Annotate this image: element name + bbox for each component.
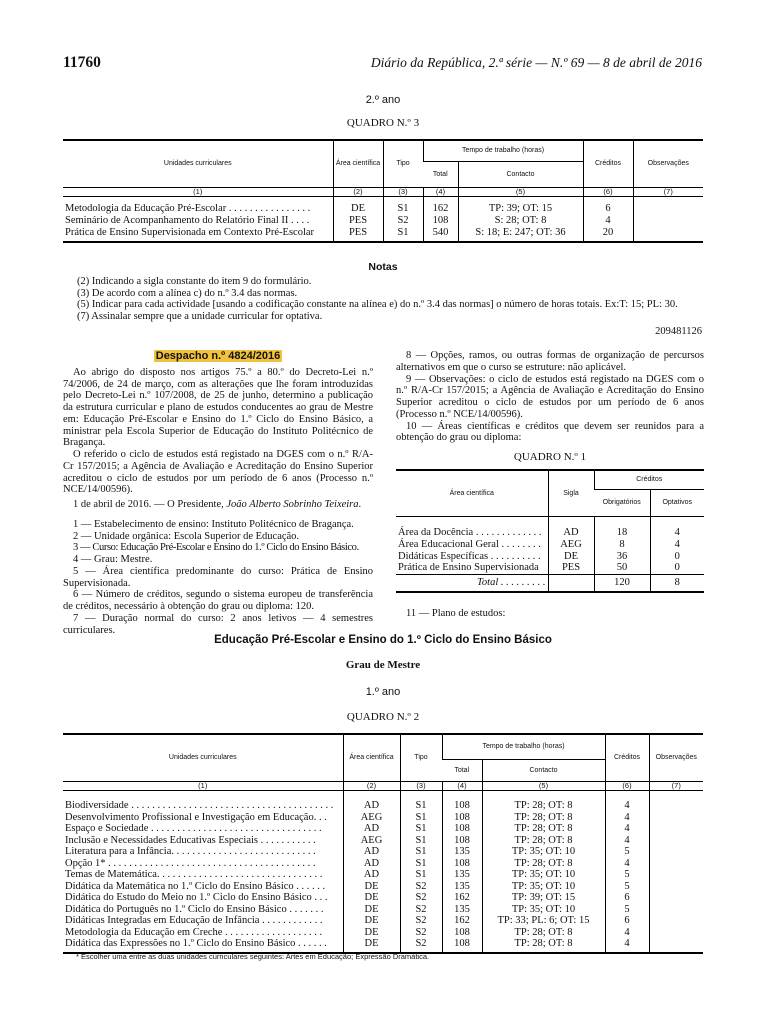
col-creditos: Créditos [594, 470, 704, 490]
table-row [63, 869, 703, 881]
cell-observacoes [649, 904, 703, 916]
col-observacoes: Observações [633, 140, 703, 188]
cell-name: Didática das Expressões no 1.º Ciclo do Ensino Básico . . . . . . [63, 938, 343, 953]
cell-total: 135 [442, 846, 482, 858]
cell-contacto: TP: 28; OT: 8 [482, 858, 605, 870]
despacho-item: 6 — Número de créditos, segundo o sistema europeu de transferência de créditos, necessário à obtenção do grau ou diploma: 120. [63, 589, 373, 612]
cell-area: AD [343, 800, 400, 812]
cell-total: 108 [442, 812, 482, 824]
cell-tipo: S1 [400, 812, 442, 824]
grau-title: Grau de Mestre [345, 659, 421, 671]
signer-name: João Alberto Sobrinho Teixeira [226, 499, 359, 510]
despacho-item: 1 — Estabelecimento de ensino: Instituto Politécnico de Bragança. [73, 518, 354, 530]
cell-tipo: S1 [400, 800, 442, 812]
quadro2-body [63, 800, 703, 953]
cell-contacto: TP: 35; OT: 10 [482, 881, 605, 893]
cell-creditos: 6 [605, 915, 649, 927]
col-creditos: Créditos [583, 140, 633, 188]
cell-name: Didática do Estudo do Meio no 1.º Ciclo do Ensino Básico . . . [65, 892, 328, 904]
cell-observacoes [649, 915, 703, 927]
cell-tipo: S1 [400, 869, 442, 881]
cell-contacto: TP: 35; OT: 10 [482, 904, 605, 916]
col-observacoes: Observações [649, 734, 703, 782]
cell-creditos: 4 [605, 938, 649, 953]
num-cell: (4) [423, 188, 458, 197]
col-tempo: Tempo de trabalho (horas) [423, 140, 583, 162]
col-sigla: Sigla [548, 470, 594, 517]
cell-creditos: 6 [605, 892, 649, 904]
num-cell: (3) [383, 188, 423, 197]
cell-area: DE [343, 892, 400, 904]
col-contacto: Contacto [458, 162, 583, 188]
cell-contacto: TP: 39; OT: 15 [482, 892, 605, 904]
cell-contacto: TP: 35; OT: 10 [482, 869, 605, 881]
num-cell: (4) [442, 782, 482, 791]
cell-name: Didática da Matemática no 1.º Ciclo do Ensino Básico . . . . . . [65, 880, 326, 892]
cell-name: Temas de Matemática. . . . . . . . . . . . . . . . . . . . . . . . . . . . . . . . [65, 869, 323, 881]
despacho-item: 2 — Unidade orgânica: Escola Superior de Educação. [73, 530, 300, 542]
cell-total: 162 [442, 915, 482, 927]
cell-name: Didáticas Integradas em Educação de Infância . . . . . . . . . . . . [65, 915, 323, 927]
table-row [63, 904, 703, 916]
col-obrigatorios: Obrigatórios [594, 490, 650, 517]
cell-creditos: 4 [605, 823, 649, 835]
cell-contacto: TP: 28; OT: 8 [482, 812, 605, 824]
despacho-item: 4 — Grau: Mestre. [73, 554, 153, 565]
reference-number: 209481126 [655, 326, 702, 337]
cell-area: AEG [343, 812, 400, 824]
notas-title: Notas [368, 261, 398, 273]
cell-creditos: 4 [605, 858, 649, 870]
cell-observacoes [649, 800, 703, 812]
total-row: Total . . . . . . . . . 120 8 [396, 575, 704, 592]
cell-area: AD [343, 823, 400, 835]
table-row [63, 938, 703, 953]
cell-creditos: 5 [605, 869, 649, 881]
col-tipo: Tipo [383, 140, 423, 188]
table-row: Prática de Ensino Supervisionada PES 50 0 [396, 562, 704, 574]
despacho-item-11-wrap [396, 608, 704, 620]
despacho-item-8: 8 — Opções, ramos, ou outras formas de organização de percursos alternativos em que o curso se estruture: não aplicável. [396, 350, 704, 373]
table-row [63, 892, 703, 904]
cell-observacoes [649, 892, 703, 904]
num-cell: (2) [333, 188, 383, 197]
cell-name: Opção 1* . . . . . . . . . . . . . . . . . . . . . . . . . . . . . . . . . . . . . . . . [65, 857, 316, 869]
despacho-item-10: 10 — Áreas científicas e créditos que devem ser reunidos para a obtenção do grau ou diploma: [396, 420, 704, 444]
cell-tipo: S1 [400, 858, 442, 870]
cell-area: AD [343, 869, 400, 881]
cell-area: AEG [343, 835, 400, 847]
num-cell: (3) [400, 782, 442, 791]
cell-total: 135 [442, 869, 482, 881]
cell-contacto: TP: 33; PL: 6; OT: 15 [482, 915, 605, 927]
despacho-signature: 1 de abril de 2016. — O Presidente, João Alberto Sobrinho Teixeira. [73, 499, 362, 510]
cell-name: Metodologia da Educação em Creche . . . . . . . . . . . . . . . . . . . [65, 926, 323, 938]
table-row: Didáticas Específicas . . . . . . . . . . DE 36 0 [396, 551, 704, 563]
despacho-left-column [63, 350, 373, 636]
nota-item: (3) De acordo com a alínea c) do n.º 3.4 das normas. [77, 287, 298, 299]
cell-tipo: S2 [400, 892, 442, 904]
journal-title: Diário da República, 2.ª série — N.º 69 — 8 de abril de 2016 [370, 55, 702, 70]
num-cell: (7) [649, 782, 703, 791]
table-row [63, 800, 703, 812]
num-cell: (5) [458, 188, 583, 197]
table-row: Metodologia da Educação Pré-Escolar . . . . . . . . . . . . . . . . DE S1 162 TP: 39; OT: 15 6 [63, 203, 703, 215]
col-unidades: Unidades curriculares [63, 140, 333, 188]
despacho-item: 7 — Duração normal do curso: 2 anos letivos — 4 semestres curriculares. [63, 612, 373, 636]
quadro2-title: QUADRO N.º 2 [346, 711, 420, 723]
cell-total: 108 [442, 835, 482, 847]
quadro3-title: QUADRO N.º 3 [346, 117, 420, 129]
quadro2-table [63, 733, 703, 954]
year-label: 1.º ano [365, 686, 401, 698]
cell-tipo: S2 [400, 927, 442, 939]
nota-item: (2) Indicando a sigla constante do item 9 do formulário. [77, 276, 312, 287]
cell-creditos: 4 [605, 800, 649, 812]
table-row [63, 927, 703, 939]
despacho-item: 5 — Área científica predominante do curso: Prática de Ensino Supervisionada. [63, 565, 373, 589]
num-cell: (2) [343, 782, 400, 791]
cell-contacto: TP: 28; OT: 8 [482, 835, 605, 847]
year-label-top: 2.º ano [365, 94, 401, 106]
cell-creditos: 4 [605, 812, 649, 824]
quadro1-title: QUADRO N.º 1 [513, 451, 587, 463]
cell-contacto: TP: 28; OT: 8 [482, 800, 605, 812]
cell-tipo: S2 [400, 938, 442, 953]
cell-name: Biodiversidade . . . . . . . . . . . . . . . . . . . . . . . . . . . . . . . . . . . . . . . [65, 800, 334, 812]
cell-observacoes [649, 823, 703, 835]
table-row [63, 915, 703, 927]
cell-name: Literatura para a Infância. . . . . . . . . . . . . . . . . . . . . . . . . . . . [65, 846, 316, 858]
col-unidades: Unidades curriculares [63, 734, 343, 782]
table-row [63, 835, 703, 847]
cell-total: 108 [442, 800, 482, 812]
despacho-paragraph-2: O referido o ciclo de estudos está registado na DGES com o n.º R/A-Cr 157/2015; a Agência de Avaliação e Acreditação do Ensino Superior acreditou o ciclo de estudos por um período de 6 anos (Processo n.º NCE/14/00596). [63, 449, 373, 496]
nota-item: (7) Assinalar sempre que a unidade curricular for optativa. [77, 310, 323, 322]
num-cell: (5) [482, 782, 605, 791]
col-area: Área científica [333, 140, 383, 188]
num-cell: (6) [583, 188, 633, 197]
despacho-item-9: 9 — Observações: o ciclo de estudos está registado na DGES com o n.º R/A-Cr 157/2015; a Agência de Avaliação e Acreditação do Ensino Superior acreditou o ciclo de estudos por um período de 6 anos (Processo n.º NCE/14/00596). [396, 373, 704, 420]
cell-area: DE [343, 881, 400, 893]
cell-area: AD [343, 846, 400, 858]
cell-contacto: TP: 28; OT: 8 [482, 938, 605, 953]
cell-area: DE [343, 915, 400, 927]
col-area: Área científica [396, 470, 548, 517]
cell-tipo: S2 [400, 881, 442, 893]
notas-list [77, 276, 678, 322]
col-optativos: Optativos [650, 490, 704, 517]
col-tempo: Tempo de trabalho (horas) [442, 734, 605, 760]
page-number: 11760 [63, 54, 101, 71]
cell-total: 108 [442, 823, 482, 835]
table-row: Seminário de Acompanhamento do Relatório Final II . . . . PES S2 108 S: 28; OT: 8 4 [63, 215, 703, 227]
col-total: Total [442, 760, 482, 782]
cell-area: DE [343, 927, 400, 939]
table-row: Área Educacional Geral . . . . . . . . AEG 8 4 [396, 539, 704, 551]
table-row [63, 881, 703, 893]
num-cell: (1) [63, 188, 333, 197]
num-cell: (7) [633, 188, 703, 197]
cell-area: DE [343, 904, 400, 916]
quadro1-table [396, 469, 704, 593]
cell-observacoes [649, 938, 703, 953]
table-row: Área da Docência . . . . . . . . . . . . . AD 18 4 [396, 527, 704, 539]
cell-total: 108 [442, 858, 482, 870]
cell-total: 162 [442, 892, 482, 904]
cell-name: Didática do Português no 1.º Ciclo do Ensino Básico . . . . . . . [65, 903, 324, 915]
cell-observacoes [649, 858, 703, 870]
cell-total: 135 [442, 904, 482, 916]
cell-creditos: 4 [605, 835, 649, 847]
despacho-item-11: 11 — Plano de estudos: [406, 608, 506, 619]
col-contacto: Contacto [482, 760, 605, 782]
table-row [63, 812, 703, 824]
quadro3-table [63, 139, 703, 243]
cell-total: 108 [442, 938, 482, 953]
cell-contacto: TP: 28; OT: 8 [482, 823, 605, 835]
cell-name: Espaço e Sociedade . . . . . . . . . . . . . . . . . . . . . . . . . . . . . . . . . [65, 823, 322, 835]
cell-tipo: S1 [400, 835, 442, 847]
cell-observacoes [649, 812, 703, 824]
footnote: * Escolher uma entre as duas unidades curriculares seguintes: Artes em Educação; Expressão Dramática. [76, 952, 430, 961]
cell-tipo: S2 [400, 904, 442, 916]
despacho-title: Despacho n.º 4824/2016 [155, 350, 281, 362]
despacho-paragraph-1: Ao abrigo do disposto nos artigos 75.º a 80.º do Decreto-Lei n.º 74/2006, de 24 de março, com as alterações que lhe foram introduzidas pelo Decreto-Lei n.º 107/2008, de 25 de junho, determino a publicação da estrutura curricular e plano de estudos conducentes ao grau de Mestre em: Educação Pré-Escolar e Ensino do 1.º Ciclo do Ensino Básico, a ministrar pela Escola Superior de Educação do Instituto Politécnico de Bragança. [63, 366, 373, 449]
cell-creditos: 4 [605, 927, 649, 939]
cell-observacoes [649, 927, 703, 939]
num-cell: (6) [605, 782, 649, 791]
cell-name: Inclusão e Necessidades Educativas Especiais . . . . . . . . . . . [65, 834, 316, 846]
cell-creditos: 5 [605, 846, 649, 858]
col-area: Área científica [343, 734, 400, 782]
cell-tipo: S1 [400, 846, 442, 858]
cell-observacoes [649, 846, 703, 858]
despacho-item: 3 — Curso: Educação Pré-Escolar e Ensino do 1.º Ciclo do Ensino Básico. [73, 542, 359, 554]
cell-observacoes [649, 881, 703, 893]
cell-contacto: TP: 35; OT: 10 [482, 846, 605, 858]
cell-total: 135 [442, 881, 482, 893]
col-creditos: Créditos [605, 734, 649, 782]
nota-item: (5) Indicar para cada actividade [usando a codificação constante na alínea e) do n.º 3.4 das normas] o número de horas totais. Ex:T: 15; PL: 30. [77, 299, 678, 311]
cell-tipo: S1 [400, 823, 442, 835]
quadro3-table-wrap [63, 139, 703, 243]
plan-title: Educação Pré-Escolar e Ensino do 1.º Ciclo do Ensino Básico [214, 634, 552, 646]
cell-total: 108 [442, 927, 482, 939]
num-cell: (1) [63, 782, 343, 791]
table-row [63, 858, 703, 870]
despacho-right-column [396, 350, 704, 444]
quadro2-table-wrap [63, 733, 703, 954]
quadro1-table-wrap [396, 469, 704, 593]
table-row: Prática de Ensino Supervisionada em Contexto Pré-Escolar PES S1 540 S: 18; E: 247; OT: 36 20 [63, 227, 703, 242]
cell-contacto: TP: 28; OT: 8 [482, 927, 605, 939]
cell-area: AD [343, 858, 400, 870]
cell-observacoes [649, 869, 703, 881]
col-tipo: Tipo [400, 734, 442, 782]
table-row [63, 846, 703, 858]
cell-area: DE [343, 938, 400, 953]
cell-creditos: 5 [605, 881, 649, 893]
cell-creditos: 5 [605, 904, 649, 916]
cell-tipo: S2 [400, 915, 442, 927]
cell-name: Desenvolvimento Profissional e Investigação em Educação. . . [65, 811, 327, 823]
cell-observacoes [649, 835, 703, 847]
col-total: Total [423, 162, 458, 188]
table-row [63, 823, 703, 835]
